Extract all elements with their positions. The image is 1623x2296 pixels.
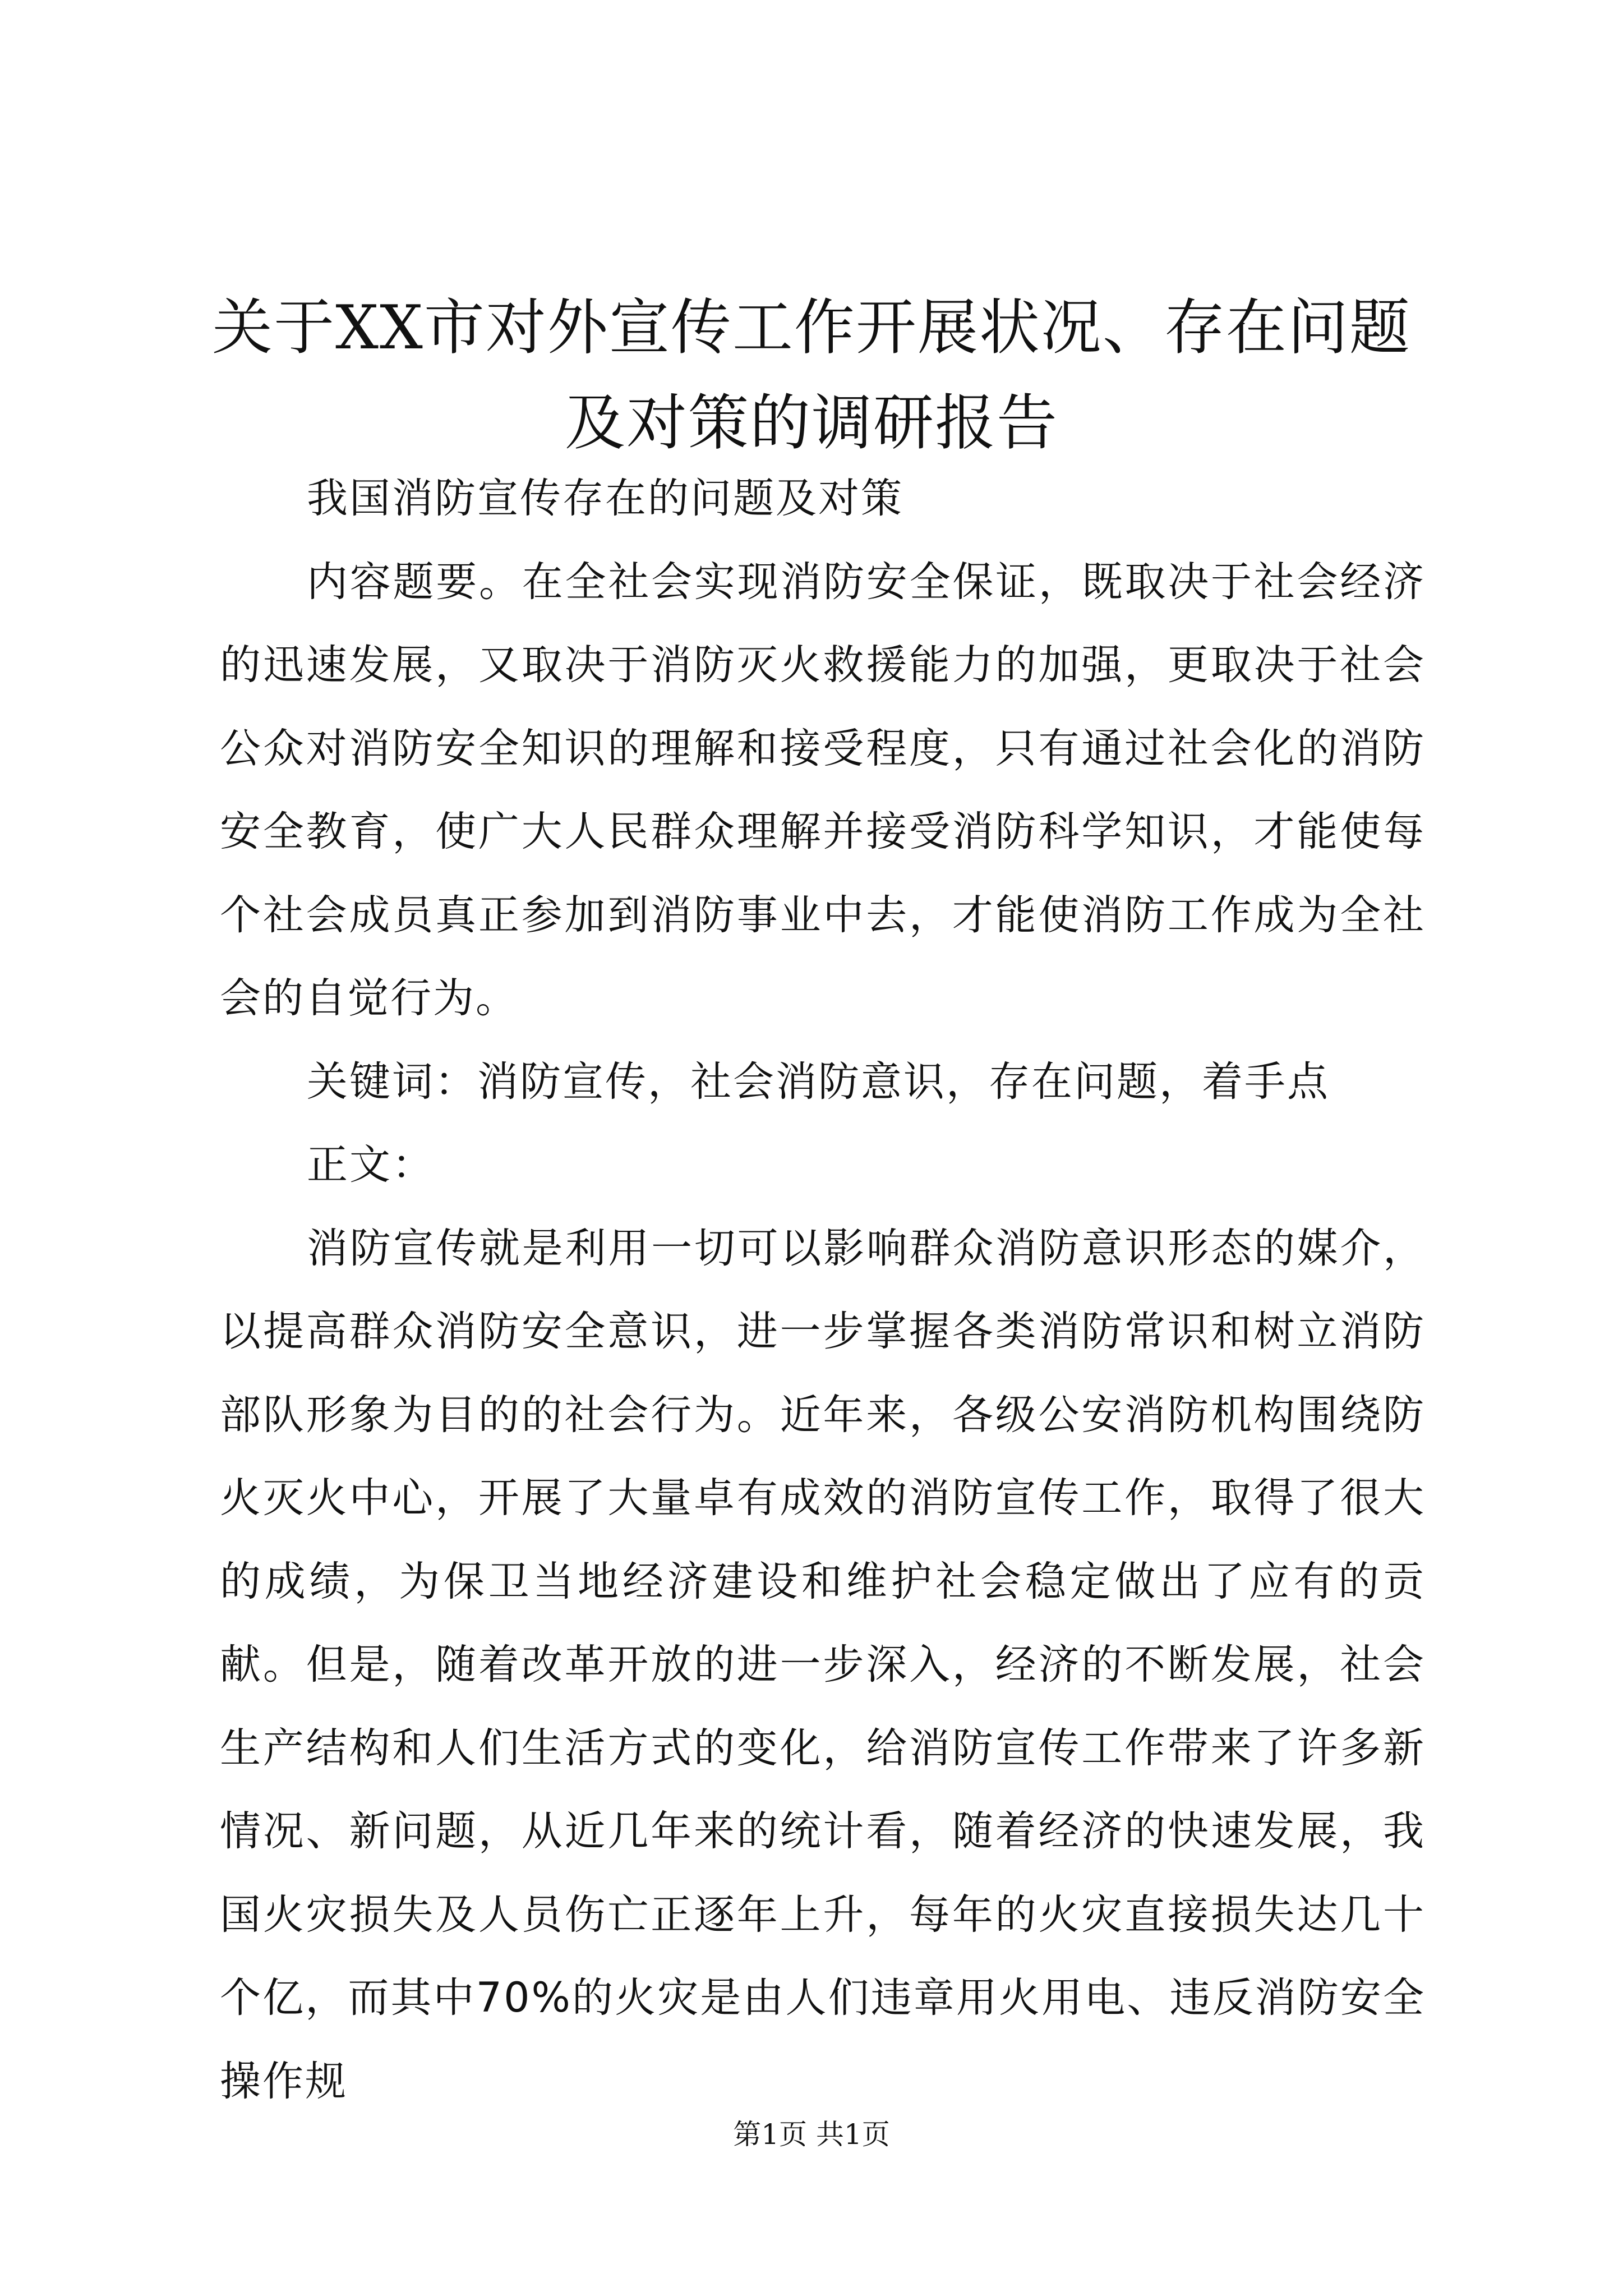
main-text-heading: 正文： <box>307 1141 435 1189</box>
body-paragraph: 消防宣传就是利用一切可以影响群众消防意识形态的媒介，以提高群众消防安全意识，进一步掌握各类消防常识和树立消防部队形象为目的的社会行为。近年来，各级公安消防机构围绕防火灭火中心，开展了大量卓有成效的消防宣传工作，取得了很大的成绩，为保卫当地经济建设和维护社会稳定做出了应有的贡献。但是，随着改革开放的进一步深入，经济的不断发展，社会生产结构和人们生活方式的变化，给消防宣传工作带来了许多新情况、新问题，从近几年来的统计看，随着经济的快速发展，我国火灾损失及人员伤亡正逐年上升，每年的火灾直接损失达几十个亿，而其中70%的火灾是由人们违章用火用电、违反消防安全操作规 <box>220 1224 1426 2105</box>
title-line-2: 及对策的调研报告 <box>564 388 1058 458</box>
subtitle-paragraph: 我国消防宣传存在的问题及对策 <box>307 475 903 522</box>
document-body <box>220 457 1426 2123</box>
document-title <box>168 280 1455 471</box>
keywords-paragraph: 关键词：消防宣传，社会消防意识，存在问题，着手点 <box>307 1057 1330 1106</box>
page-number: 第1页 共1页 <box>733 2118 890 2151</box>
page-footer <box>0 2115 1623 2154</box>
abstract-paragraph: 内容题要。在全社会实现消防安全保证，既取决于社会经济的迅速发展，又取决于消防灭火救援能力的加强，更取决于社会公众对消防安全知识的理解和接受程度，只有通过社会化的消防安全教育，使广大人民群众理解并接受消防科学知识，才能使每个社会成员真正参加到消防事业中去，才能使消防工作成为全社会的自觉行为。 <box>220 558 1426 1022</box>
title-line-1: 关于XX市对外宣传工作开展状况、存在问题 <box>212 293 1411 363</box>
